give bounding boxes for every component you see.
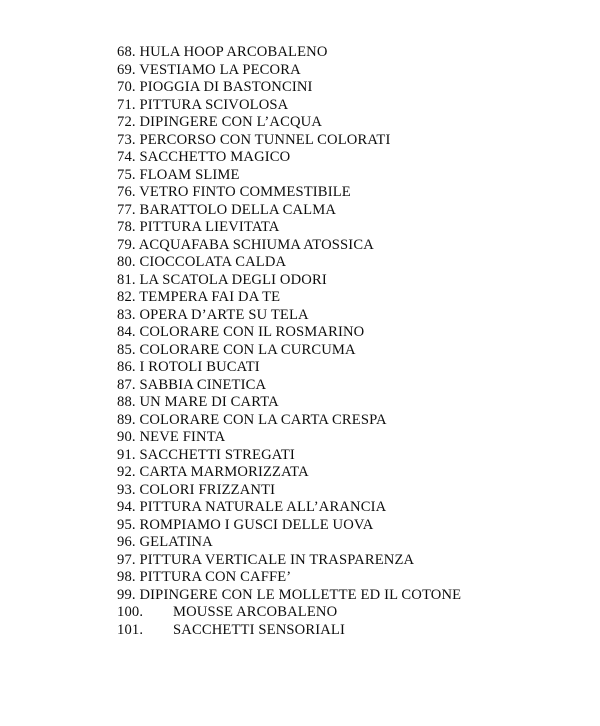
list-item-number: 71. bbox=[117, 96, 136, 113]
list-item-number: 96. bbox=[117, 534, 136, 550]
list-item-number: 99. bbox=[117, 586, 136, 603]
list-item-label: I ROTOLI BUCATI bbox=[139, 359, 260, 375]
list-item-label: DIPINGERE CON L’ACQUA bbox=[139, 114, 323, 130]
list-item-label: COLORARE CON IL ROSMARINO bbox=[139, 324, 365, 340]
list-item bbox=[117, 289, 557, 307]
list-item-label: PITTURA CON CAFFE’ bbox=[139, 569, 292, 585]
list-item bbox=[117, 149, 557, 167]
list-item bbox=[117, 447, 557, 465]
list-item bbox=[117, 97, 557, 115]
list-item bbox=[117, 219, 557, 237]
list-item-number: 87. bbox=[117, 376, 136, 393]
list-item bbox=[117, 499, 557, 517]
list-item-number: 76. bbox=[117, 184, 136, 200]
list-item bbox=[117, 324, 557, 342]
list-item-label: SACCHETTI STREGATI bbox=[139, 446, 295, 463]
numbered-activity-list bbox=[117, 44, 557, 639]
list-item-number: 79. bbox=[117, 236, 136, 253]
list-item-number: 94. bbox=[117, 499, 136, 515]
list-item-label: TEMPERA FAI DA TE bbox=[139, 289, 281, 305]
list-item bbox=[117, 44, 557, 62]
list-item-label: COLORI FRIZZANTI bbox=[139, 481, 276, 498]
list-item-number: 89. bbox=[117, 411, 136, 428]
list-item-number: 78. bbox=[117, 219, 136, 235]
list-item-label: SACCHETTO MAGICO bbox=[139, 149, 291, 165]
list-item bbox=[117, 394, 557, 412]
list-item bbox=[117, 132, 557, 150]
list-item-label: COLORARE CON LA CARTA CRESPA bbox=[139, 411, 387, 428]
list-item bbox=[117, 254, 557, 272]
list-item-number: 88. bbox=[117, 394, 136, 410]
list-item-number: 69. bbox=[117, 61, 136, 78]
list-item-number: 81. bbox=[117, 271, 136, 288]
list-item-label: NEVE FINTA bbox=[139, 429, 226, 445]
list-item bbox=[117, 429, 557, 447]
list-item bbox=[117, 79, 557, 97]
list-item bbox=[117, 359, 557, 377]
list-item bbox=[117, 167, 557, 185]
list-item-number: 82. bbox=[117, 289, 136, 305]
list-item bbox=[117, 307, 557, 325]
list-item-label: SACCHETTI SENSORIALI bbox=[173, 621, 345, 638]
list-item bbox=[117, 552, 557, 570]
list-item bbox=[117, 202, 557, 220]
list-item-number: 74. bbox=[117, 149, 136, 165]
list-item-number: 72. bbox=[117, 114, 136, 130]
list-item-number: 77. bbox=[117, 201, 136, 218]
list-item bbox=[117, 342, 557, 360]
list-item-label: PERCORSO CON TUNNEL COLORATI bbox=[139, 131, 391, 148]
list-item bbox=[117, 517, 557, 535]
list-item bbox=[117, 464, 557, 482]
list-item-number: 86. bbox=[117, 359, 136, 375]
list-item bbox=[117, 482, 557, 500]
list-item-label: BARATTOLO DELLA CALMA bbox=[139, 201, 337, 218]
list-item-label: PITTURA LIEVITATA bbox=[139, 219, 280, 235]
list-item-number: 91. bbox=[117, 446, 136, 463]
list-item bbox=[117, 237, 557, 255]
list-item-number: 68. bbox=[117, 44, 136, 60]
list-item-label: PITTURA VERTICALE IN TRASPARENZA bbox=[139, 551, 415, 568]
list-item-number: 84. bbox=[117, 324, 136, 340]
list-item bbox=[117, 569, 557, 587]
list-item-number: 75. bbox=[117, 166, 136, 183]
list-item-label: PITTURA SCIVOLOSA bbox=[139, 96, 289, 113]
list-item-number: 101. bbox=[117, 621, 144, 638]
list-item-number: 70. bbox=[117, 79, 136, 95]
list-item-label: CIOCCOLATA CALDA bbox=[139, 254, 287, 270]
list-item bbox=[117, 534, 557, 552]
list-item-label: PIOGGIA DI BASTONCINI bbox=[139, 79, 313, 95]
list-item-label: SABBIA CINETICA bbox=[139, 376, 267, 393]
list-item bbox=[117, 604, 557, 622]
list-item-number: 83. bbox=[117, 306, 136, 323]
list-item-label: VESTIAMO LA PECORA bbox=[139, 61, 301, 78]
list-item bbox=[117, 412, 557, 430]
list-item-label: PITTURA NATURALE ALL’ARANCIA bbox=[139, 499, 387, 515]
list-item-number: 98. bbox=[117, 569, 136, 585]
list-item-label: ACQUAFABA SCHIUMA ATOSSICA bbox=[138, 236, 374, 253]
list-item bbox=[117, 114, 557, 132]
list-item bbox=[117, 272, 557, 290]
list-item bbox=[117, 622, 557, 640]
list-item-number: 93. bbox=[117, 481, 136, 498]
list-item-label: OPERA D’ARTE SU TELA bbox=[139, 306, 309, 323]
list-item bbox=[117, 62, 557, 80]
list-item-label: UN MARE DI CARTA bbox=[139, 394, 279, 410]
list-item-label: MOUSSE ARCOBALENO bbox=[173, 604, 338, 620]
list-item-label: LA SCATOLA DEGLI ODORI bbox=[139, 271, 327, 288]
list-item-number: 90. bbox=[117, 429, 136, 445]
list-item-label: VETRO FINTO COMMESTIBILE bbox=[139, 184, 351, 200]
list-item-label: DIPINGERE CON LE MOLLETTE ED IL COTONE bbox=[139, 586, 462, 603]
list-item-number: 85. bbox=[117, 341, 136, 358]
list-item-number: 73. bbox=[117, 131, 136, 148]
list-item bbox=[117, 184, 557, 202]
list-item-number: 97. bbox=[117, 551, 136, 568]
list-item-label: FLOAM SLIME bbox=[139, 166, 240, 183]
list-item-number: 92. bbox=[117, 464, 136, 480]
list-item-label: CARTA MARMORIZZATA bbox=[139, 464, 309, 480]
list-item-label: HULA HOOP ARCOBALENO bbox=[139, 44, 328, 60]
list-item-label: ROMPIAMO I GUSCI DELLE UOVA bbox=[139, 516, 374, 533]
list-item-label: COLORARE CON LA CURCUMA bbox=[139, 341, 356, 358]
list-item-number: 80. bbox=[117, 254, 136, 270]
list-item-number: 95. bbox=[117, 516, 136, 533]
list-item bbox=[117, 377, 557, 395]
list-item-label: GELATINA bbox=[139, 534, 213, 550]
list-item bbox=[117, 587, 557, 605]
list-item-number: 100. bbox=[117, 604, 144, 620]
